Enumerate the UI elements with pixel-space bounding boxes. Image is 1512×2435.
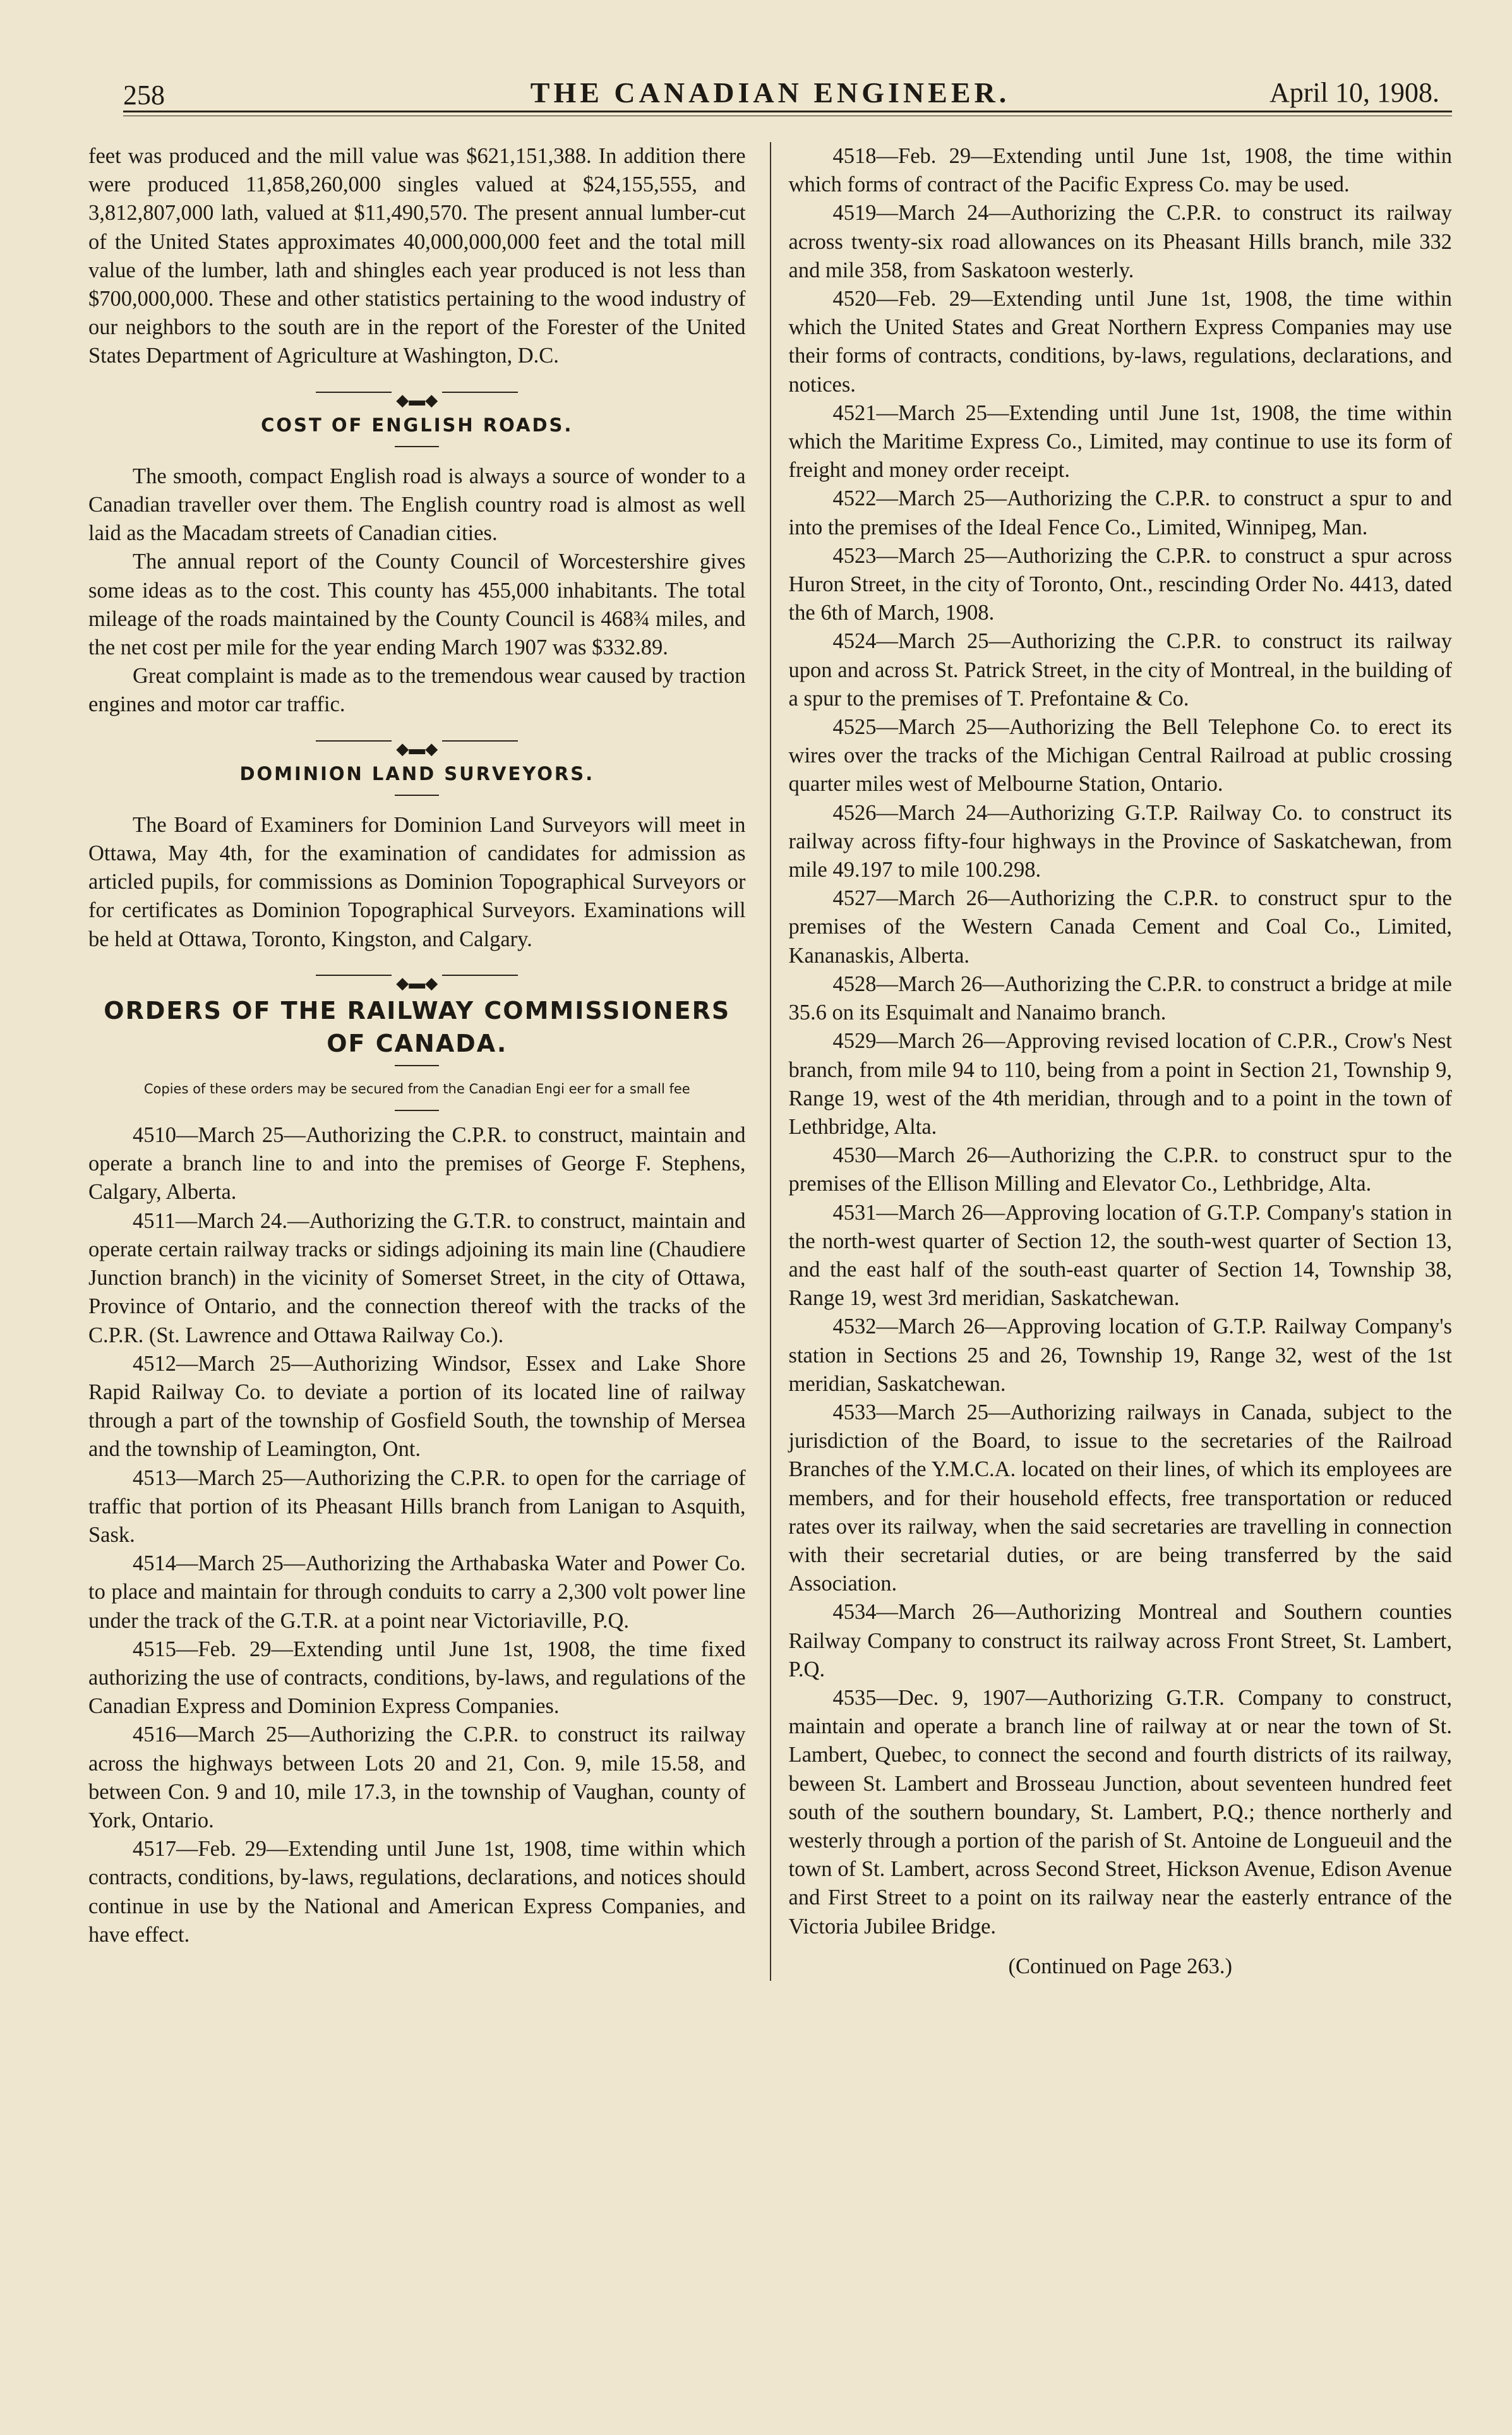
orders-note: Copies of these orders may be secured from the Canadian Engi eer for a small fee <box>143 1081 690 1097</box>
header-rule <box>123 111 1452 112</box>
order-item: 4535—Dec. 9, 1907—Authorizing G.T.R. Company to construct, maintain and operate a branch line of railway at or near the town of St. Lambert, Quebec, to connect the second and fourth districts of its railway, beween St. Lambert and Brosseau Junction, about seventeen hundred feet south of the southern boundary, St. Lambert, P.Q.; thence northerly and westerly through a portion of the parish of St. Antoine de Longueuil and the town of St. Lambert, across Second Street, Hickson Avenue, Edison Avenue and First Street to a point on its railway near the easterly entrance of the Victoria Jubilee Bridge. <box>788 1685 1452 1939</box>
page-number: 258 <box>123 80 165 111</box>
order-item: 4511—March 24.—Authorizing the G.T.R. to construct, maintain and operate certain railway tracks or sidings adjoining its main line (Chaudiere Junction branch) in the vicinity of Somerset Street, in the city of Ottawa, Province of Ontario, and the connection thereof with the tracks of the C.P.R. (St. Lawrence and Ottawa Railway Co.). <box>88 1208 746 1347</box>
order-item: 4530—March 26—Authorizing the C.P.R. to construct spur to the premises of the Ellison Milling and Elevator Co., Lethbridge, Alta. <box>788 1143 1452 1196</box>
orders-heading <box>88 994 746 1060</box>
left-column <box>88 142 757 1981</box>
issue-date: April 10, 1908. <box>1269 77 1439 108</box>
order-item: 4529—March 26—Approving revised location of C.P.R., Crow's Nest branch, from mile 94 to 110, being from a point in Section 21, Township 9, Range 19, west of the 4th meridian, through and to a point in the town of Lethbridge, Alta. <box>788 1029 1452 1139</box>
orders-heading-line-1: ORDERS OF THE RAILWAY COMMISSIONERS <box>104 996 731 1025</box>
order-item: 4525—March 25—Authorizing the Bell Telephone Co. to erect its wires over the tracks of the Michigan Central Railroad at public crossing quarter miles west of Melbourne Station, Ontario. <box>788 715 1452 797</box>
order-item: 4531—March 26—Approving location of G.T.P. Company's station in the north-west quarter of Section 12, the south-west quarter of Section 13, and the east half of the south-east quarter of Section 14, Township 38, Range 19, west 3rd meridian, Saskatchewan. <box>788 1200 1452 1311</box>
roads-paragraph: Great complaint is made as to the tremendous wear caused by traction engines and motor car traffic. <box>88 664 746 717</box>
order-item: 4523—March 25—Authorizing the C.P.R. to construct a spur across Huron Street, in the city of Toronto, Ont., rescinding Order No. 4413, dated the 6th of March, 1908. <box>788 543 1452 625</box>
roads-paragraph: The annual report of the County Council of Worcestershire gives some ideas as to the cost. This county has 455,000 inhabitants. The total mileage of the roads maintained by the County Council is 468¾ miles, and the net cost per mile for the year ending March 1907 was $332.89. <box>88 550 746 660</box>
order-item: 4524—March 25—Authorizing the C.P.R. to construct its railway upon and across St. Patrick Street, in the city of Montreal, in the building of a spur to the premises of T. Prefontaine & Co. <box>788 629 1452 711</box>
order-item: 4515—Feb. 29—Extending until June 1st, 1908, the time fixed authorizing the use of contracts, conditions, by-laws, and regulations of the Canadian Express and Dominion Express Companies. <box>88 1637 746 1719</box>
columns <box>88 142 1452 1981</box>
orders-heading-line-2: OF CANADA. <box>327 1029 508 1057</box>
order-item: 4519—March 24—Authorizing the C.P.R. to construct its railway across twenty-six road allowances on its Pheasant Hills branch, mile 332 and mile 358, from Saskatoon westerly. <box>788 201 1452 282</box>
order-item: 4516—March 25—Authorizing the C.P.R. to construct its railway across the highways between Lots 20 and 21, Con. 9, mile 15.58, and between Con. 9 and 10, mile 17.3, in the township of Vaughan, county of York, Ontario. <box>88 1723 746 1832</box>
column-divider <box>770 142 771 1981</box>
order-item: 4527—March 26—Authorizing the C.P.R. to construct spur to the premises of the Western Canada Cement and Coal Co., Limited, Kananaskis, Alberta. <box>788 886 1452 968</box>
surveyors-heading: DOMINION LAND SURVEYORS. <box>239 762 595 785</box>
order-item: 4514—March 25—Authorizing the Arthabaska Water and Power Co. to place and maintain for through conduits to carry a 2,300 volt power line under the track of the G.T.R. at a point near Victoriaville, P.Q. <box>88 1551 746 1633</box>
order-item: 4517—Feb. 29—Extending until June 1st, 1908, time within which contracts, conditions, by-laws, regulations, declarations, and notices should continue in use by the National and American Express Companies, and have effect. <box>88 1837 746 1947</box>
continued-note: (Continued on Page 263.) <box>1008 1954 1233 1978</box>
right-column <box>784 142 1452 1981</box>
short-rule <box>395 1110 439 1111</box>
running-title: THE CANADIAN ENGINEER. <box>530 76 1011 109</box>
intro-paragraph: feet was produced and the mill value was $621,151,388. In addition there were produced 11,858,260,000 singles valued at $24,155,555, and 3,812,807,000 lath, valued at $11,490,570. The present annual lumber-cut of the United States approximates 40,000,000,000 feet and the total mill value of the lumber, lath and shingles each year produced is not less than $700,000,000. These and other statistics pertaining to the wood industry of our neighbors to the south are in the report of the Forester of the United States Department of Agriculture at Washington, D.C. <box>88 144 746 368</box>
surveyors-paragraph: The Board of Examiners for Dominion Land Surveyors will meet in Ottawa, May 4th, for the examination of candidates for admission as articled pupils, for commissions as Dominion Topographical Surveyors or for certificates as Dominion Topographical Surveyors. Examinations will be held at Ottawa, Toronto, Kingston, and Calgary. <box>88 812 746 951</box>
order-item: 4528—March 26—Authorizing the C.P.R. to construct a bridge at mile 35.6 on its Esquimalt and Nanaimo branch. <box>788 971 1452 1025</box>
order-item: 4526—March 24—Authorizing G.T.P. Railway Co. to construct its railway across fifty-four highways in the Province of Saskatchewan, from mile 49.197 to mile 100.298. <box>788 800 1452 882</box>
order-item: 4533—March 25—Authorizing railways in Canada, subject to the jurisdiction of the Board, to issue to the secretaries of the Railroad Branches of the Y.M.C.A. located on their lines, of which its employees are members, and for their household effects, free transportation or reduced rates over its railway, when the said secretaries are travelling in connection with their secretarial duties, or are being transferred by the said Association. <box>788 1400 1452 1596</box>
order-item: 4512—March 25—Authorizing Windsor, Essex and Lake Shore Rapid Railway Co. to deviate a portion of its located line of railway through a part of the township of Gosfield South, the township of Mersea and the township of Leamington, Ont. <box>88 1351 746 1462</box>
order-item: 4534—March 26—Authorizing Montreal and Southern counties Railway Company to construct its railway across Front Street, St. Lambert, P.Q. <box>788 1600 1452 1681</box>
order-item: 4518—Feb. 29—Extending until June 1st, 1908, the time within which forms of contract of the Pacific Express Co. may be used. <box>788 144 1452 197</box>
ornament-divider: ◆▬◆ <box>88 733 746 749</box>
order-item: 4532—March 26—Approving location of G.T.P. Railway Company's station in Sections 25 and 26, Township 19, Range 32, west of the 1st meridian, Saskatchewan. <box>788 1314 1452 1396</box>
order-item: 4513—March 25—Authorizing the C.P.R. to open for the carriage of traffic that portion of its Pheasant Hills branch from Lanigan to Asquith, Sask. <box>88 1465 746 1547</box>
order-item: 4521—March 25—Extending until June 1st, 1908, the time within which the Maritime Express Co., Limited, may continue to use its form of freight and money order receipt. <box>788 400 1452 483</box>
short-rule <box>395 1065 439 1066</box>
order-item: 4522—March 25—Authorizing the C.P.R. to construct a spur to and into the premises of the Ideal Fence Co., Limited, Winnipeg, Man. <box>788 486 1452 539</box>
roads-heading: COST OF ENGLISH ROADS. <box>261 414 573 436</box>
masthead <box>88 73 1452 117</box>
ornament-divider: ◆▬◆ <box>88 968 746 983</box>
short-rule <box>395 446 439 447</box>
roads-paragraph: The smooth, compact English road is always a source of wonder to a Canadian traveller over them. The English country road is almost as well laid as the Macadam streets of Canadian cities. <box>88 464 746 546</box>
ornament-divider: ◆▬◆ <box>88 385 746 400</box>
order-item: 4520—Feb. 29—Extending until June 1st, 1908, the time within which the United States and Great Northern Express Companies may use their forms of contracts, conditions, by-laws, regulations, declarations, and notices. <box>788 287 1452 397</box>
order-item: 4510—March 25—Authorizing the C.P.R. to construct, maintain and operate a branch line to and into the premises of George F. Stephens, Calgary, Alberta. <box>88 1123 746 1205</box>
short-rule <box>395 795 439 796</box>
